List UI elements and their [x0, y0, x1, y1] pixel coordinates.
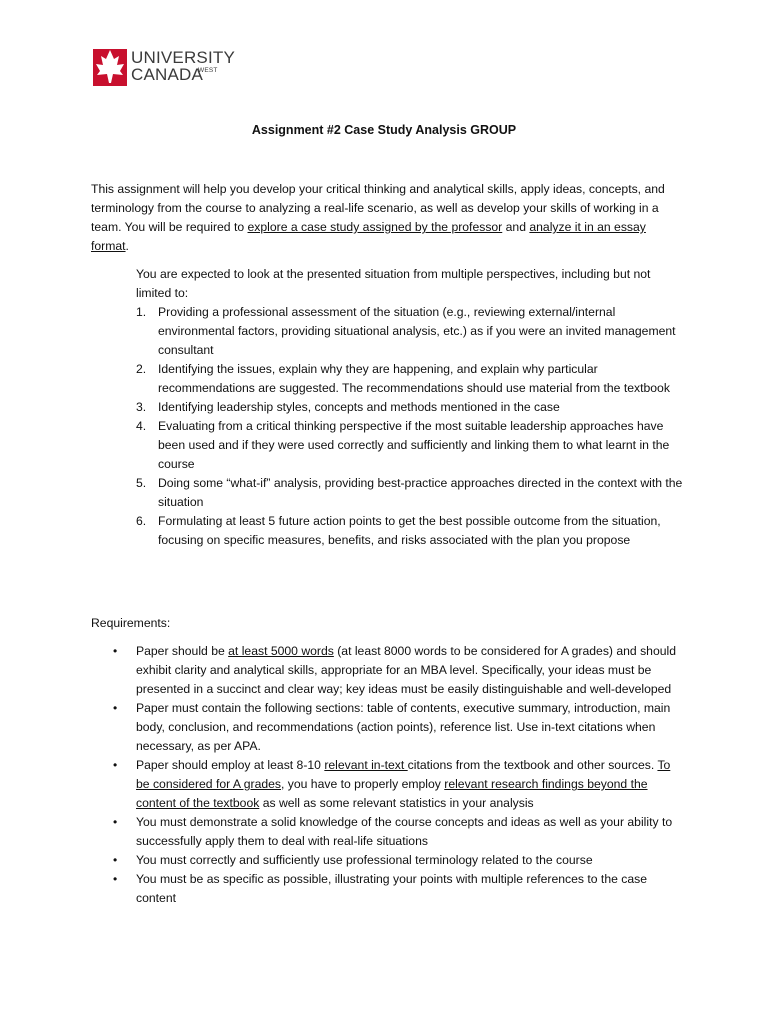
requirement-item — [113, 699, 685, 756]
bullet-icon: • — [113, 758, 118, 772]
requirement-item — [113, 813, 685, 851]
requirement-text: You must demonstrate a solid knowledge of the course concepts and ideas as well as your ability to successfully apply them to deal with real-life situations — [136, 815, 673, 848]
list-number: 3. — [136, 400, 147, 414]
list-item-text: Doing some “what-if” analysis, providing best-practice approaches directed in the context with the situation — [158, 476, 683, 509]
bullet-icon: • — [113, 872, 118, 886]
requirement-text: You must correctly and sufficiently use professional terminology related to the course — [136, 853, 593, 867]
logo-line-university: UNIVERSITY — [131, 48, 236, 67]
list-item-text: Providing a professional assessment of the situation (e.g., reviewing external/internal environmental factors, providing situational analysis, etc.) as if you were an invited management consultant — [158, 305, 676, 357]
requirement-item — [113, 851, 685, 870]
list-item — [136, 417, 684, 474]
intro-paragraph — [91, 180, 681, 256]
requirement-text: , you have to properly employ — [281, 777, 445, 791]
bullet-icon: • — [113, 853, 118, 867]
underlined-phrase: explore a case study assigned by the professor — [247, 220, 503, 234]
intro-text: . — [125, 239, 129, 253]
requirement-text: (at least 8000 words to be considered for A grades) and should exhibit clarity and analytical skills, appropriate for an MBA level. Specifically, your ideas must be presented in a succinct and clear way; key ideas must be easily distinguishable and well-developed — [136, 644, 677, 696]
underlined-phrase: To be considered for A grades — [136, 758, 671, 791]
list-item-text: Identifying the issues, explain why they are happening, and explain why particular recommendations are suggested. The recommendations should use material from the textbook — [158, 362, 670, 395]
bullet-icon: • — [113, 815, 118, 829]
list-number: 2. — [136, 362, 147, 376]
logo-wordmark — [131, 49, 235, 83]
underlined-phrase: relevant research findings beyond the content of the textbook — [136, 777, 648, 810]
list-item — [136, 398, 684, 417]
list-item — [136, 360, 684, 398]
expectations-lead: You are expected to look at the presented situation from multiple perspectives, including but not limited to: — [136, 267, 651, 300]
bullet-icon: • — [113, 644, 118, 658]
list-number: 6. — [136, 514, 147, 528]
requirement-item — [113, 756, 685, 813]
list-item-text: Formulating at least 5 future action points to get the best possible outcome from the situation, focusing on specific measures, benefits, and risks associated with the plan you propose — [158, 514, 661, 547]
logo-line-canada: CANADA WEST — [131, 65, 218, 84]
expectations-list — [136, 303, 684, 550]
maple-leaf-logo-icon — [93, 46, 127, 86]
expectations-section — [136, 265, 684, 550]
bullet-icon: • — [113, 701, 118, 715]
list-number: 4. — [136, 419, 147, 433]
list-item — [136, 474, 684, 512]
list-number: 5. — [136, 476, 147, 490]
list-item-text: Identifying leadership styles, concepts and methods mentioned in the case — [158, 400, 560, 414]
requirement-text: Paper must contain the following sections: table of contents, executive summary, introduction, main body, conclusion, and recommendations (action points), reference list. Use in-text citations when necessary, as per APA. — [136, 701, 671, 753]
requirement-text: Paper should employ at least 8-10 — [136, 758, 325, 772]
requirement-item — [113, 642, 685, 699]
requirement-item — [113, 870, 685, 908]
page-title: Assignment #2 Case Study Analysis GROUP — [251, 123, 517, 137]
list-item — [136, 512, 684, 550]
list-item-text: Evaluating from a critical thinking perspective if the most suitable leadership approaches have been used and if they were used correctly and sufficiently and linking them to what learnt in the course — [158, 419, 670, 471]
list-item — [136, 303, 684, 360]
requirement-text: You must be as specific as possible, illustrating your points with multiple references to the case content — [136, 872, 648, 905]
underlined-phrase: at least 5000 words — [228, 644, 334, 658]
intro-text: This assignment will help you develop your critical thinking and analytical skills, apply ideas, concepts, and terminology from the course to analyzing a real-life scenario, as well as develop your skills of working in a team. You will be required to — [91, 182, 665, 234]
requirement-text: citations from the textbook and other sources. — [407, 758, 658, 772]
requirements-list — [113, 642, 685, 908]
requirements-heading: Requirements: — [91, 616, 171, 630]
logo-line-west: WEST — [198, 67, 218, 74]
underlined-phrase: analyze it in an essay format — [91, 220, 646, 253]
university-logo — [93, 46, 253, 88]
requirement-text: as well as some relevant statistics in your analysis — [259, 796, 534, 810]
intro-text: and — [502, 220, 530, 234]
requirement-text: Paper should be — [136, 644, 229, 658]
underlined-phrase: relevant in-text — [324, 758, 408, 772]
list-number: 1. — [136, 305, 147, 319]
